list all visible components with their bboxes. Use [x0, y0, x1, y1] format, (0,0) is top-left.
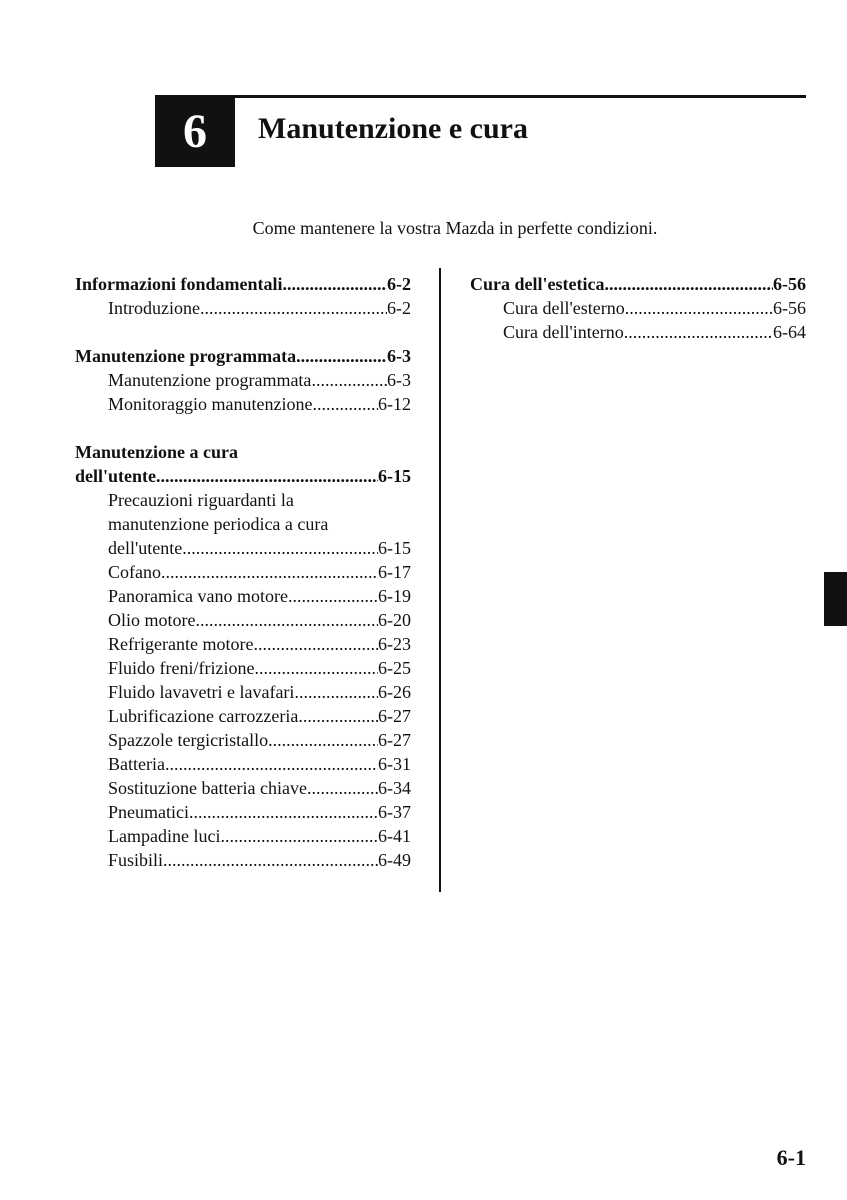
toc-entry-line[interactable]: manutenzione periodica a cura — [108, 514, 329, 534]
toc-leader — [298, 704, 378, 728]
toc-leader — [307, 776, 378, 800]
toc-entry-title: Manutenzione programmata — [108, 370, 312, 390]
toc-entry-page: 6-19 — [378, 586, 411, 606]
toc-entry-title: Fluido freni/frizione — [108, 658, 255, 678]
toc-entry-title: Pneumatici — [108, 802, 189, 822]
toc-entry[interactable] — [75, 800, 411, 824]
toc-leader — [161, 560, 378, 584]
toc-heading-page: 6-56 — [773, 274, 806, 294]
toc-entry[interactable] — [75, 392, 411, 416]
toc-entry-page: 6-17 — [378, 562, 411, 582]
chapter-title: Manutenzione e cura — [258, 112, 528, 145]
toc-entry-title: Refrigerante motore — [108, 634, 254, 654]
toc-entry-page: 6-26 — [378, 682, 411, 702]
toc-heading-page: 6-3 — [387, 346, 411, 366]
toc-entry[interactable] — [75, 776, 411, 800]
toc-section-manutenzione-utente — [75, 440, 411, 872]
toc-heading-title: Informazioni fondamentali — [75, 274, 283, 294]
toc-leader — [200, 296, 387, 320]
toc-entry-title: Fluido lavavetri e lavafari — [108, 682, 295, 702]
toc-entry[interactable] — [75, 560, 411, 584]
toc-section-cura-estetica — [470, 272, 806, 344]
toc-entry-title: Cura dell'interno — [503, 322, 624, 342]
toc-entry[interactable] — [75, 584, 411, 608]
toc-entry-page: 6-31 — [378, 754, 411, 774]
toc-entry-page: 6-12 — [378, 394, 411, 414]
column-divider — [439, 268, 441, 892]
toc-entry-title: Spazzole tergicristallo — [108, 730, 269, 750]
toc-leader — [196, 608, 379, 632]
toc-leader — [189, 800, 378, 824]
toc-entry-title: Lampadine luci — [108, 826, 221, 846]
toc-leader — [604, 272, 773, 296]
toc-leader — [283, 272, 387, 296]
toc-entry-page: 6-37 — [378, 802, 411, 822]
toc-leader — [625, 296, 773, 320]
toc-entry[interactable] — [75, 704, 411, 728]
toc-leader — [296, 344, 387, 368]
toc-section-manutenzione-programmata — [75, 344, 411, 416]
toc-entry[interactable] — [75, 632, 411, 656]
toc-heading-line[interactable]: Manutenzione a cura — [75, 442, 238, 462]
toc-heading[interactable] — [75, 464, 411, 488]
toc-entry-title: dell'utente — [108, 538, 183, 558]
toc-heading-title: Manutenzione programmata — [75, 346, 297, 366]
toc-entry-page: 6-64 — [773, 322, 806, 342]
toc-entry-page: 6-20 — [378, 610, 411, 630]
toc-entry[interactable] — [75, 848, 411, 872]
toc-entry-page: 6-3 — [387, 370, 411, 390]
toc-entry[interactable] — [75, 656, 411, 680]
toc-entry-title: Monitoraggio manutenzione — [108, 394, 313, 414]
toc-section-informazioni — [75, 272, 411, 320]
toc-entry[interactable] — [470, 296, 806, 320]
toc-entry-page: 6-56 — [773, 298, 806, 318]
toc-entry[interactable] — [75, 680, 411, 704]
toc-leader — [220, 824, 378, 848]
toc-entry-title: Olio motore — [108, 610, 196, 630]
toc-heading[interactable] — [470, 272, 806, 296]
toc-entry[interactable] — [75, 752, 411, 776]
toc-leader — [182, 536, 378, 560]
toc-entry-line[interactable]: Precauzioni riguardanti la — [108, 490, 294, 510]
toc-entry[interactable] — [75, 368, 411, 392]
toc-entry-page: 6-34 — [378, 778, 411, 798]
toc-entry-page: 6-25 — [378, 658, 411, 678]
toc-leader — [253, 632, 378, 656]
toc-entry-page: 6-23 — [378, 634, 411, 654]
toc-entry[interactable] — [75, 824, 411, 848]
toc-leader — [311, 368, 387, 392]
toc-leader — [312, 392, 378, 416]
toc-entry[interactable] — [75, 296, 411, 320]
chapter-number: 6 — [183, 104, 207, 158]
toc-entry-page: 6-49 — [378, 850, 411, 870]
toc-entry-title: Cofano — [108, 562, 161, 582]
toc-heading-page: 6-2 — [387, 274, 411, 294]
header-rule — [155, 95, 806, 98]
toc-heading-title: dell'utente — [75, 466, 156, 486]
toc-entry-page: 6-41 — [378, 826, 411, 846]
page-number: 6-1 — [776, 1145, 806, 1170]
toc-entry-title: Batteria — [108, 754, 165, 774]
chapter-thumb-tab — [824, 572, 847, 626]
toc-leader — [254, 656, 378, 680]
toc-entry-page: 6-2 — [387, 298, 411, 318]
toc-right-column — [470, 272, 806, 368]
toc-entry-page: 6-27 — [378, 730, 411, 750]
toc-entry[interactable] — [75, 608, 411, 632]
toc-entry-title: Panoramica vano motore — [108, 586, 288, 606]
toc-heading-page: 6-15 — [378, 466, 411, 486]
toc-entry[interactable] — [75, 728, 411, 752]
toc-leader — [163, 848, 378, 872]
toc-entry-title: Introduzione — [108, 298, 200, 318]
toc-entry-page: 6-27 — [378, 706, 411, 726]
toc-entry[interactable] — [470, 320, 806, 344]
toc-entry-title: Cura dell'esterno — [503, 298, 625, 318]
toc-left-column — [75, 272, 411, 896]
toc-heading-title: Cura dell'estetica — [470, 274, 605, 294]
toc-heading[interactable] — [75, 344, 411, 368]
toc-heading[interactable] — [75, 272, 411, 296]
toc-leader — [156, 464, 378, 488]
toc-entry-title: Sostituzione batteria chiave — [108, 778, 307, 798]
toc-leader — [624, 320, 773, 344]
toc-leader — [165, 752, 378, 776]
chapter-subtitle: Come mantenere la vostra Mazda in perfette condizioni. — [252, 218, 658, 238]
chapter-number-box — [155, 95, 235, 167]
toc-entry-title: Fusibili — [108, 850, 164, 870]
toc-leader — [288, 584, 378, 608]
toc-entry[interactable] — [75, 536, 411, 560]
toc-leader — [268, 728, 378, 752]
toc-entry-page: 6-15 — [378, 538, 411, 558]
toc-entry-title: Lubrificazione carrozzeria — [108, 706, 299, 726]
toc-leader — [294, 680, 378, 704]
